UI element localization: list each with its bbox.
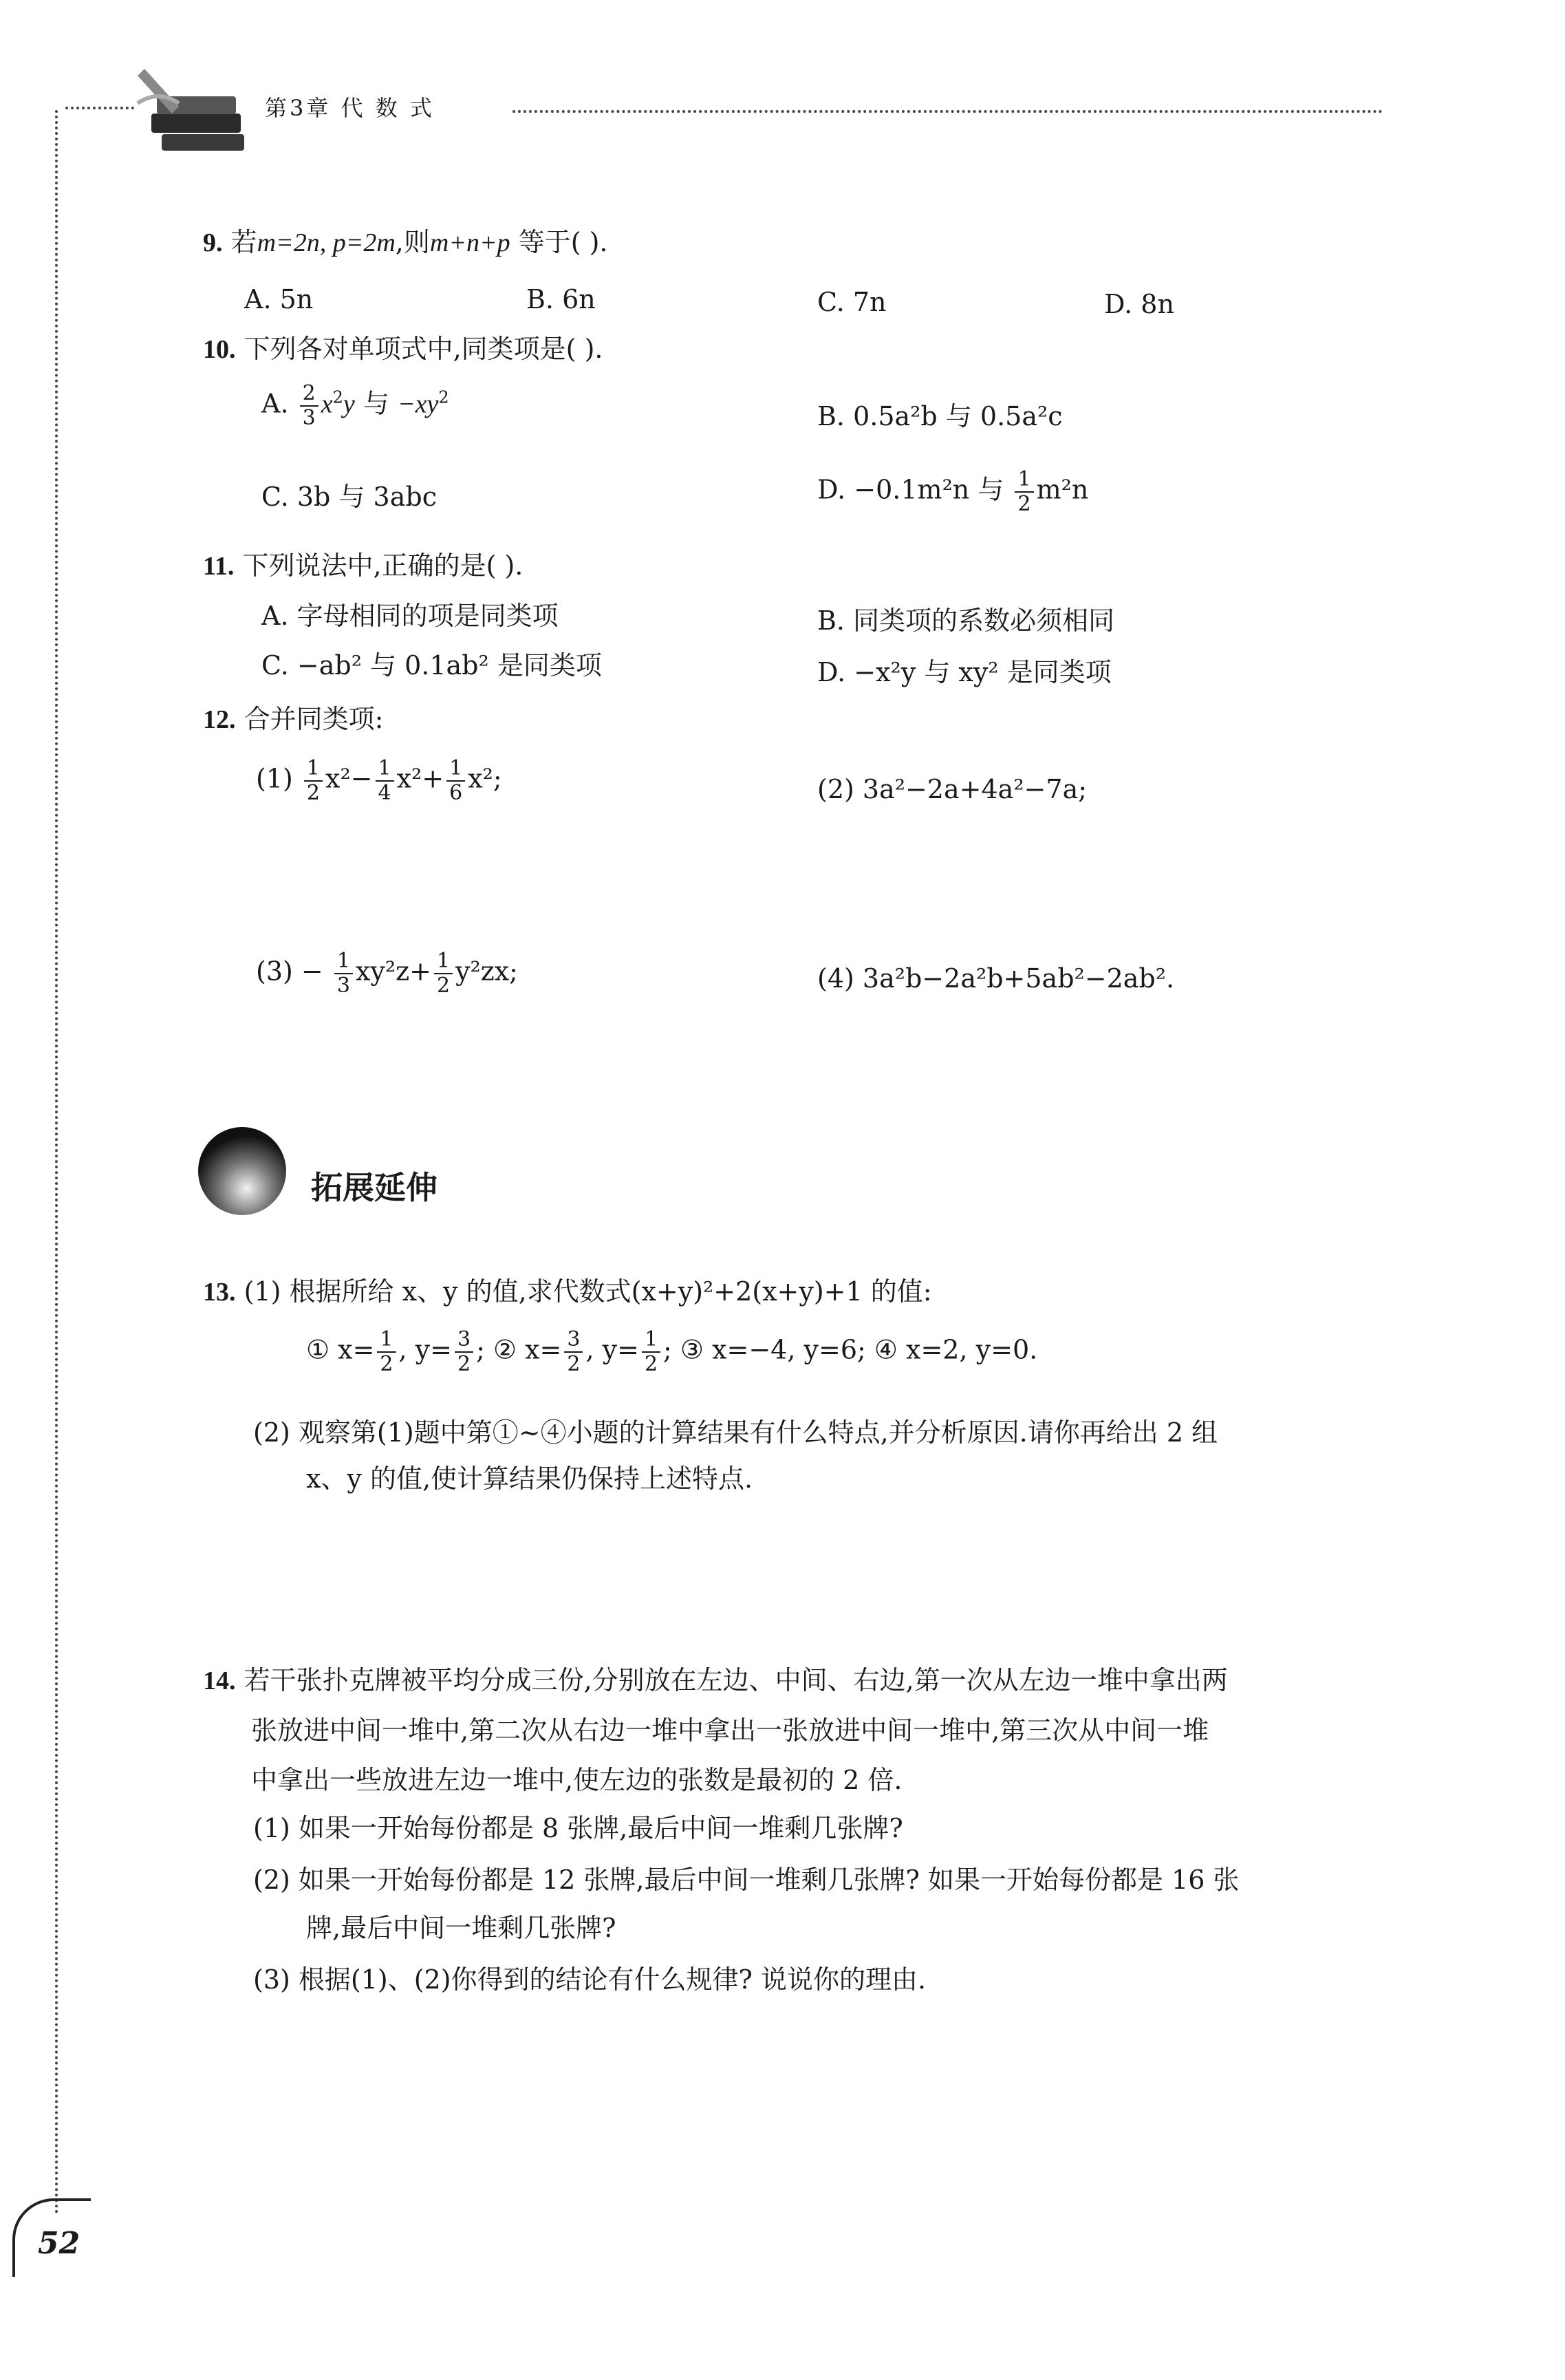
question-14-line1: 14. 若干张扑克牌被平均分成三份,分别放在左边、中间、右边,第一次从左边一堆中拿出两: [203, 1665, 1228, 1695]
q12-p3-label: (3) −: [256, 956, 323, 987]
q13-p1-text: 根据所给 x、y 的值,求代数式(x+y)²+2(x+y)+1 的值:: [289, 1276, 932, 1307]
question-12: 12. 合并同类项:: [203, 704, 384, 734]
q12-part-2: (2) 3a²−2a+4a²−7a;: [817, 774, 1088, 804]
section-sphere-icon: [196, 1125, 289, 1218]
q10-a-fraction: $\frac{2}{3}$: [300, 382, 319, 430]
q10-option-d: [817, 468, 1088, 516]
q10-stem: 下列各对单项式中,同类项是( ).: [244, 334, 603, 364]
q10-d-fraction: $\frac{1}{2}$: [1015, 468, 1033, 516]
question-11: 11. 下列说法中,正确的是( ).: [203, 550, 524, 581]
q12-part-4: (4) 3a²b−2a²b+5ab²−2ab².: [817, 963, 1175, 994]
q10-a-expr1: x: [321, 389, 333, 419]
q11-option-c: C. −ab² 与 0.1ab² 是同类项: [261, 650, 602, 680]
q11-option-d: D. −x²y 与 xy² 是同类项: [817, 657, 1112, 687]
q14-line1: 若干张扑克牌被平均分成三份,分别放在左边、中间、右边,第一次从左边一堆中拿出两: [244, 1665, 1228, 1695]
q10-d-pre: D. −0.1m²n 与: [817, 474, 1004, 505]
header-books-icon: [131, 48, 248, 158]
header-dotted-rule: [512, 110, 1383, 113]
q10-a-expr1b: y: [343, 389, 355, 419]
q13-conditions: ① x= $\frac{1}{2}$ , y= $\frac{3}{2}$ ; ② x= $\frac{3}{2}$ , y= $\frac{1}{2}$ ; ③ x=−4, y=6; ④ x=2, y=0.: [306, 1327, 1038, 1376]
q10-a-expr2: −xy: [397, 389, 439, 419]
q13-part-2-line1: [253, 1414, 1218, 1451]
q13-part-2-line2: x、y 的值,使计算结果仍保持上述特点.: [306, 1464, 753, 1494]
q10-a-label: A.: [261, 388, 289, 419]
q13-p1-label: (1): [244, 1276, 281, 1307]
q12-part-1: (1) $\frac{1}{2}$ x²− $\frac{1}{4}$ x²+ $\frac{1}{6}$ x²;: [256, 756, 502, 805]
q9-option-b: B. 6n: [526, 284, 596, 314]
q12-p1-t1: x²−: [325, 763, 373, 794]
q12-p1-label: (1): [256, 763, 293, 794]
q9-stem-post: 等于( ).: [518, 227, 608, 257]
q11-option-b: B. 同类项的系数必须相同: [817, 605, 1115, 636]
q9-stem-mid: ,则: [395, 227, 430, 257]
q12-p3-t1: xy²z+: [355, 956, 431, 987]
page-number: 52: [38, 2226, 80, 2261]
q10-a-join: 与: [363, 388, 389, 419]
q13-p2-label: (2): [253, 1417, 290, 1448]
q10-d-post: m²n: [1036, 474, 1089, 505]
q9-stem-math: m=2n, p=2m: [257, 228, 396, 257]
q13-p2-line1: 观察第(1)题中第①~④小题的计算结果有什么特点,并分析原因.请你再给出 2 组: [298, 1417, 1218, 1448]
q12-stem: 合并同类项:: [244, 704, 384, 734]
q14-sub-2-line1: (2) 如果一开始每份都是 12 张牌,最后中间一堆剩几张牌? 如果一开始每份都是 16 张: [253, 1865, 1240, 1895]
question-13-part-1: 13. (1) 根据所给 x、y 的值,求代数式(x+y)²+2(x+y)+1 的值:: [203, 1276, 932, 1307]
q14-sub-1: (1) 如果一开始每份都是 8 张牌,最后中间一堆剩几张牌?: [253, 1813, 903, 1843]
q14-line3: 中拿出一些放进左边一堆中,使左边的张数是最初的 2 倍.: [251, 1765, 903, 1795]
header-chapter-title: 第3章 代 数 式: [265, 95, 435, 121]
left-margin-dotted-rule: [55, 110, 58, 2216]
q9-option-a: A. 5n: [244, 284, 314, 314]
q12-part-3: (3) − $\frac{1}{3}$ xy²z+ $\frac{1}{2}$ y²zx;: [256, 949, 518, 998]
q9-stem-pre: 若: [230, 227, 257, 257]
q11-stem: 下列说法中,正确的是( ).: [242, 550, 524, 581]
q10-option-c: C. 3b 与 3abc: [261, 482, 437, 512]
question-10: 10. 下列各对单项式中,同类项是( ).: [203, 334, 603, 364]
q9-stem-math2: m+n+p: [429, 228, 510, 257]
header-dotted-rule-left: [65, 107, 134, 109]
q12-p3-t2: y²zx;: [455, 956, 518, 987]
q12-p1-t3: x²;: [468, 763, 502, 794]
q9-option-c: C. 7n: [817, 287, 887, 317]
section-title: 拓展延伸: [311, 1169, 438, 1206]
q9-option-d: D. 8n: [1104, 289, 1174, 319]
q14-sub-2-line2: 牌,最后中间一堆剩几张牌?: [306, 1913, 616, 1943]
q14-sub-3: (3) 根据(1)、(2)你得到的结论有什么规律? 说说你的理由.: [253, 1964, 927, 1995]
q10-option-a: A. $\frac{2}{3}$ $x^2y$ 与 $-xy^2$: [261, 381, 449, 430]
q14-line2: 张放进中间一堆中,第二次从右边一堆中拿出一张放进中间一堆中,第三次从中间一堆: [251, 1715, 1209, 1746]
q12-p1-t2: x²+: [396, 763, 444, 794]
q11-option-a: A. 字母相同的项是同类项: [261, 601, 559, 631]
question-9: 9. 若m=2n, p=2m,则m+n+p 等于( ).: [203, 227, 608, 257]
q10-option-b: B. 0.5a²b 与 0.5a²c: [817, 401, 1063, 431]
